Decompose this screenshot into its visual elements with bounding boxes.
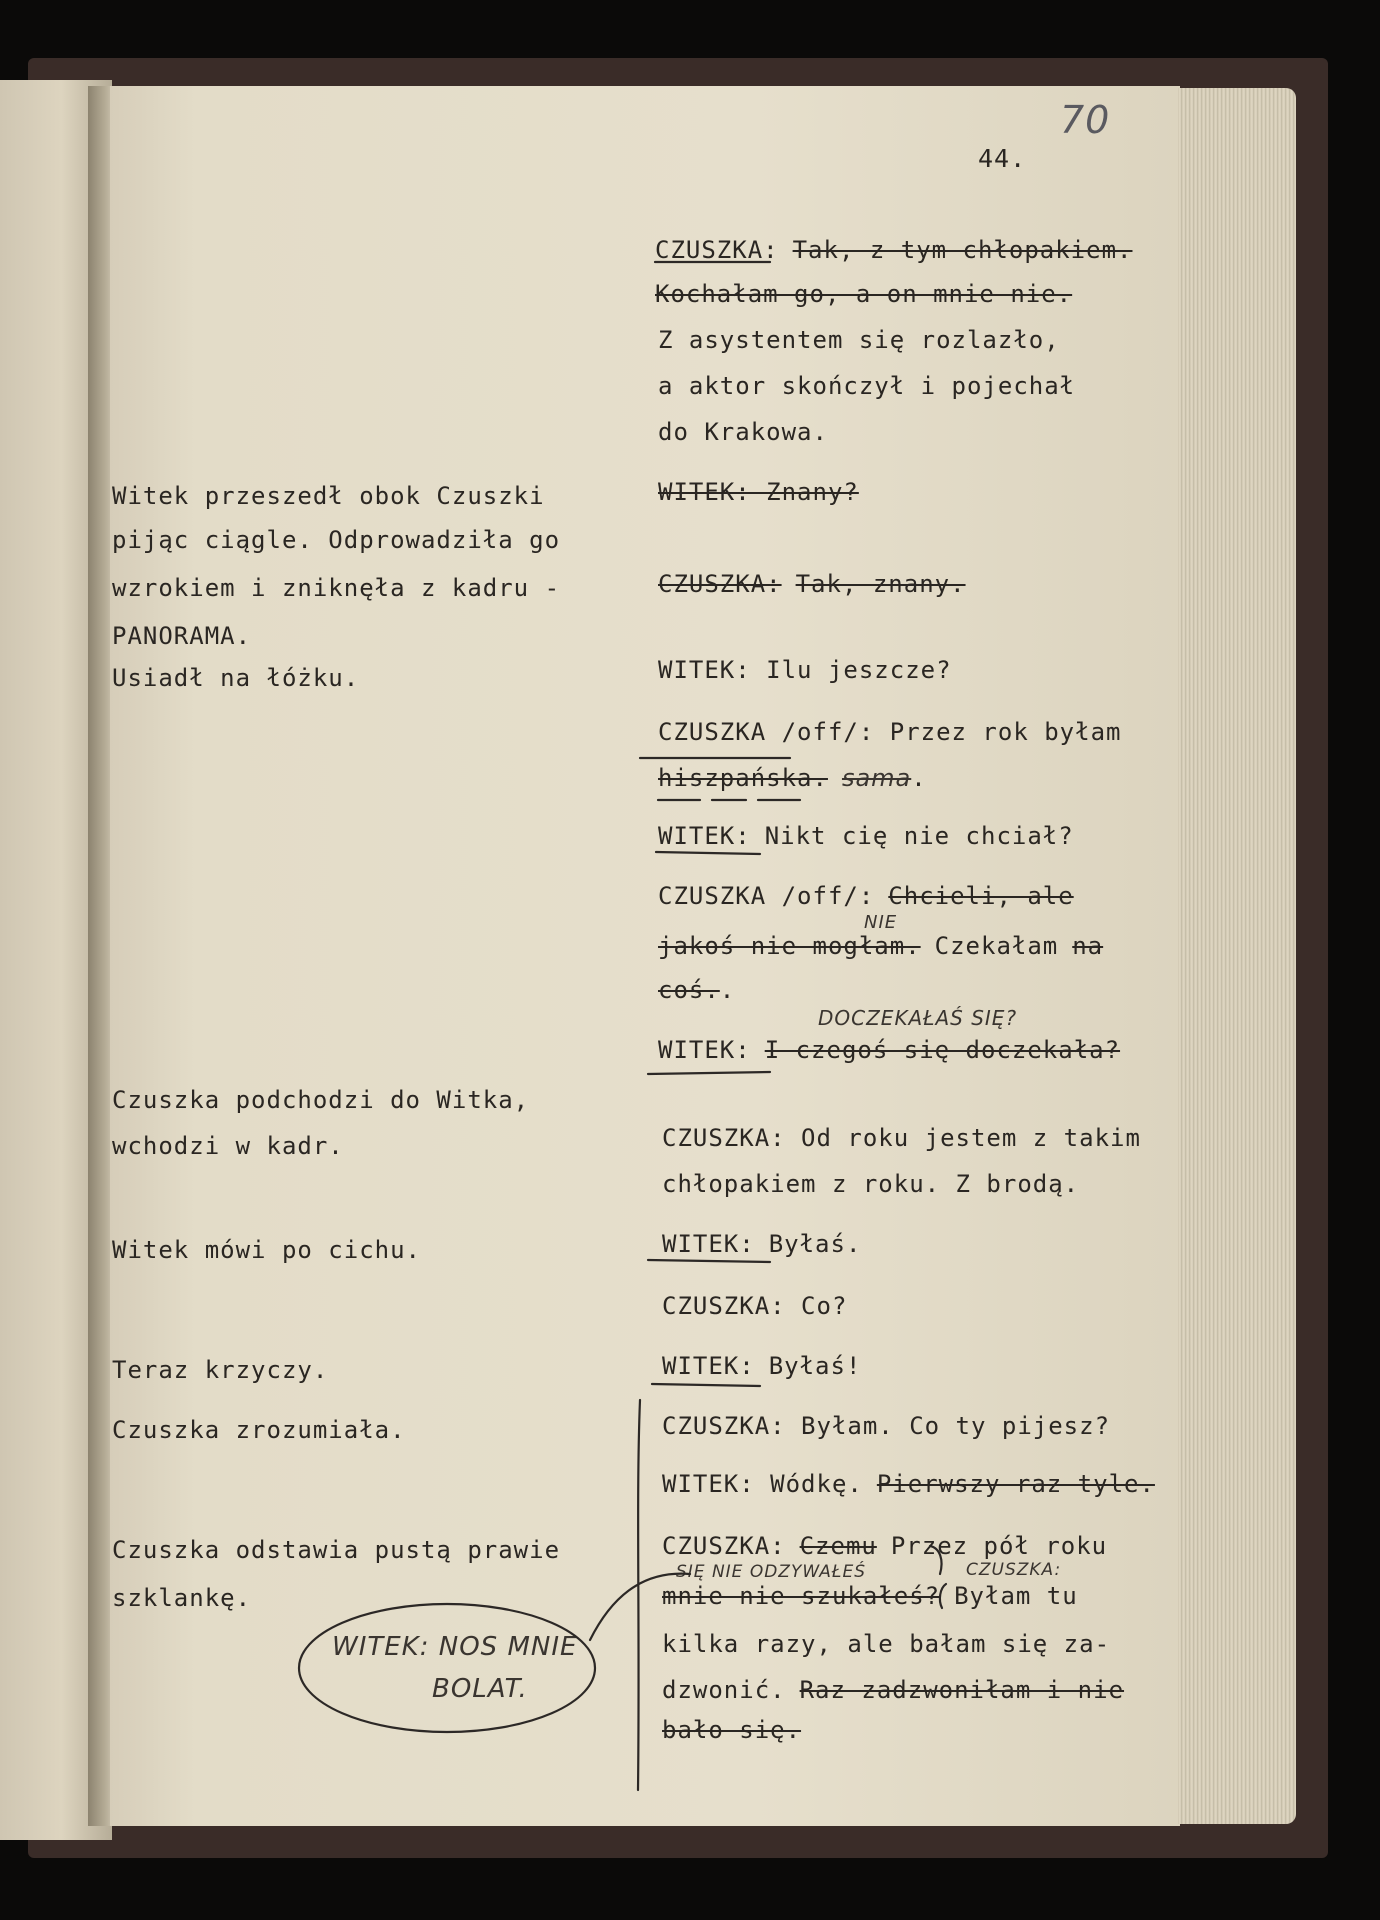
struck-text: Pierwszy raz tyle. [876, 1470, 1155, 1498]
stage-direction: Czuszka zrozumiała. [112, 1416, 406, 1444]
dialogue-line [658, 976, 735, 1004]
punctuation: . [911, 764, 927, 792]
stage-direction: Czuszka podchodzi do Witka, [112, 1086, 530, 1114]
struck-text: mnie nie szukałeś? [662, 1582, 941, 1610]
struck-line: bało się. [662, 1716, 802, 1744]
dialogue-line [662, 1676, 1124, 1704]
dialogue-line [662, 1470, 1155, 1498]
dialogue-text: Byłaś. [768, 1230, 862, 1258]
dialogue-line: CZUSZKA /off/: Przez rok byłam [658, 718, 1122, 746]
struck-text: Raz zadzwoniłam i nie [799, 1676, 1125, 1704]
page-number: 44. [978, 144, 1027, 173]
stage-direction: Czuszka odstawia pustą prawie [112, 1536, 561, 1564]
punctuation: . [719, 976, 736, 1004]
speaker-name: WITEK: [658, 1036, 751, 1064]
speaker-name: WITEK: [662, 1352, 755, 1380]
dialogue-line [662, 1230, 861, 1258]
dialogue-text: Nikt cię nie chciał? [764, 822, 1074, 850]
stage-direction: wzrokiem i zniknęła z kadru - [112, 574, 561, 602]
struck-text: CZUSZKA: [658, 570, 782, 598]
handwritten-correction: SIĘ NIE ODZYWAŁEŚ [676, 1562, 867, 1582]
struck-line: Kochałam go, a on mnie nie. [655, 280, 1073, 308]
struck-text: Tak, z tym chłopakiem. [792, 236, 1133, 264]
dialogue-line: CZUSZKA: Byłam. Co ty pijesz? [662, 1412, 1111, 1440]
handwritten-correction: CZUSZKA: [966, 1560, 1062, 1580]
dialogue-line [658, 882, 1074, 910]
dialogue-line: WITEK: Ilu jeszcze? [658, 656, 952, 684]
annotation-text: BOLAT. [432, 1674, 528, 1704]
struck-line: WITEK: Znany? [658, 478, 859, 506]
stage-direction: pijąc ciągle. Odprowadziła go [112, 526, 561, 554]
dialogue-line [662, 1532, 1107, 1560]
dialogue-line [655, 236, 1132, 264]
dialogue-line [658, 570, 966, 598]
handwritten-correction: sama [841, 764, 912, 792]
stage-direction: Usiadł na łóżku. [112, 664, 360, 692]
dialogue-line: CZUSZKA: Co? [662, 1292, 848, 1320]
speaker-name: WITEK: [658, 822, 751, 850]
annotation-text: WITEK: NOS MNIE [332, 1632, 578, 1662]
dialogue-text: CZUSZKA /off/: [658, 882, 875, 910]
struck-text: I czegoś się doczekała? [764, 1036, 1121, 1064]
dialogue-text: WITEK: Wódkę. [662, 1470, 863, 1498]
dialogue-line [662, 1582, 1078, 1610]
struck-text: Chcieli, ale [888, 882, 1074, 910]
stage-direction: wchodzi w kadr. [112, 1132, 344, 1160]
struck-text: Czemu [799, 1532, 877, 1560]
struck-text: na [1072, 932, 1104, 960]
dialogue-text: Czekałam [934, 932, 1059, 960]
dialogue-line: Z asystentem się rozlazło, [658, 326, 1060, 354]
dialogue-text: dzwonić. [662, 1676, 786, 1704]
dialogue-line [658, 764, 927, 792]
page-edges [1178, 88, 1296, 1824]
stage-direction: Witek przeszedł obok Czuszki [112, 482, 545, 510]
stage-direction: Teraz krzyczy. [112, 1356, 329, 1384]
dialogue-line [658, 822, 1074, 850]
dialogue-line [658, 932, 1103, 960]
dialogue-line: CZUSZKA: Od roku jestem z takim [662, 1124, 1141, 1152]
dialogue-text: Przez pół roku [890, 1532, 1108, 1560]
struck-text: Tak, znany. [795, 570, 966, 598]
dialogue-line: kilka razy, ale bałam się za- [662, 1630, 1111, 1658]
stage-direction: szklankę. [112, 1584, 252, 1612]
dialogue-line [658, 1036, 1120, 1064]
dialogue-line: do Krakowa. [658, 418, 828, 446]
stage-direction: PANORAMA. [112, 622, 252, 650]
speaker-name: CZUSZKA: [655, 236, 779, 264]
stage-direction: Witek mówi po cichu. [112, 1236, 421, 1264]
dialogue-text: Byłam tu [954, 1582, 1078, 1610]
handwritten-page-number: 70 [1060, 98, 1111, 142]
dialogue-text: Byłaś! [768, 1352, 862, 1380]
handwritten-correction: NIE [864, 912, 898, 933]
dialogue-line [662, 1352, 861, 1380]
struck-text: hiszpańska. [658, 764, 828, 792]
struck-text: coś. [658, 976, 720, 1004]
struck-text: jakoś nie mogłam. [658, 932, 921, 960]
speaker-name: CZUSZKA: [662, 1532, 786, 1560]
speaker-name: WITEK: [662, 1230, 755, 1258]
dialogue-line: chłopakiem z roku. Z brodą. [662, 1170, 1080, 1198]
dialogue-line: a aktor skończył i pojechał [658, 372, 1076, 400]
handwritten-correction: DOCZEKAŁAŚ SIĘ? [818, 1006, 1018, 1030]
